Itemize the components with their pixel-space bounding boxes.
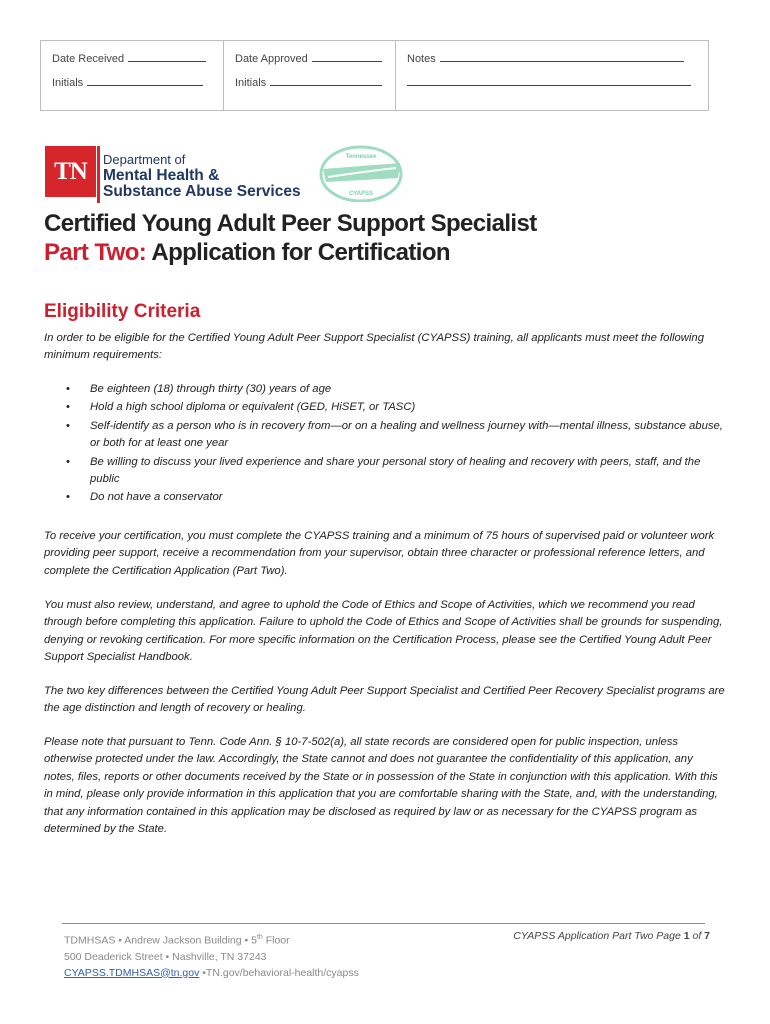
notes-blank[interactable] [440,51,684,62]
date-approved-label: Date Approved [235,53,308,65]
office-col-approved [224,41,396,110]
date-received-blank[interactable] [128,51,206,62]
logo-text-cyapss: CYAPSS [348,191,374,197]
footer-floor-sup: th [256,934,263,941]
subtitle-rest: Application for Certification [146,239,450,266]
eligibility-heading: Eligibility Criteria [44,301,201,322]
footer-address-line-2: 500 Deaderick Street • Nashville, TN 37243 [64,950,267,963]
footer-contact [64,965,359,981]
logo-text-tennessee: Tennessee [345,154,377,160]
initials-blank-2[interactable] [270,75,382,86]
page-number-label: CYAPSS Application Part Two Page [513,930,684,942]
notes-field[interactable] [407,51,698,75]
paragraph-public-records: Please note that pursuant to Tenn. Code Ann. § 10-7-502(a), all state records are considered open for public inspection, unless otherwise protected under the law. Accordingly, the State cannot and does not guarantee the confidentiality of this application, any notes, files, reports or other documents received by the State or in possession of the State in conjunction with this application. With this in mind, please only provide information in this application that you are comfortable sharing with the State, and, with the understanding, that any information contained in this application may be disclosed as required by law or as necessary for the CYAPSS program as determined by the State. [44,736,718,836]
office-col-received [41,41,224,110]
subtitle-accent: Part Two: [44,239,147,266]
list-item: • Be willing to discuss your lived experience and share your personal story of healing and recovery with peers, staff, and the public [62,454,726,489]
paragraph-certification: To receive your certification, you must complete the CYAPSS training and a minimum of 75 hours of supervised paid or volunteer work providing peer support, receive a recommendation from your supervisor, obtain three character or professional reference letters, and complete the Certification Application (Part Two). [44,530,715,577]
page-number [513,930,710,942]
footer-address [64,930,359,981]
notes-field-2[interactable] [407,75,698,99]
initials-blank-1[interactable] [87,75,203,86]
dept-line-3: Substance Abuse Services [103,183,301,200]
eligibility-intro: In order to be eligible for the Certified Young Adult Peer Support Specialist (CYAPSS) training, all applicants must meet the following minimum requirements: [44,332,704,362]
date-approved-field[interactable] [235,51,385,75]
page-number-total: 7 [704,930,710,942]
office-use-box [40,40,709,111]
paragraph-code-of-ethics: You must also review, understand, and agree to uphold the Code of Ethics and Scope of Activities, which we recommend you read through before completing this application. Failure to uphold the Code of Ethics and Scope of Activities shall be grounds for suspending, denying or revoking certification. For more specific information on the Certification Process, please see the Certified Young Adult Peer Support Specialist Handbook. [44,599,723,664]
page-title: Certified Young Adult Peer Support Specialist [44,210,537,237]
list-item: • Be eighteen (18) through thirty (30) years of age [62,381,726,398]
cyapss-tennessee-logo [318,144,404,202]
date-received-field[interactable] [52,51,213,75]
page-number-current: 1 [683,930,690,942]
dept-line-1: Department of [103,152,186,167]
initials-label-2: Initials [235,77,267,89]
tn-logo-text: TN [54,157,87,185]
page-number-of: of [689,930,705,942]
initials-field-2[interactable] [235,75,385,99]
eligibility-list [62,381,726,508]
logo-divider [97,146,100,203]
department-name [103,152,301,200]
footer-divider [62,923,705,924]
dept-line-2: Mental Health & [103,167,220,184]
office-col-notes [396,41,708,110]
footer-address-line-1 [64,930,359,949]
initials-label-1: Initials [52,77,84,89]
list-item: • Do not have a conservator [62,489,726,506]
footer-address-building: TDMHSAS • Andrew Jackson Building • 5 [64,934,257,947]
footer-floor: Floor [262,934,290,947]
page-subtitle [44,239,450,267]
notes-blank-2[interactable] [407,75,691,86]
notes-label: Notes [407,53,436,65]
list-item: • Self-identify as a person who is in recovery from—or on a healing and wellness journey with—mental illness, substance abuse, or both for at least one year [62,418,726,453]
tn-logo-mark [45,146,96,197]
initials-field-1[interactable] [52,75,213,99]
list-item: • Hold a high school diploma or equivalent (GED, HiSET, or TASC) [62,399,726,416]
paragraph-key-differences: The two key differences between the Certified Young Adult Peer Support Specialist and Certified Peer Recovery Specialist programs are the age distinction and length of recovery or healing. [44,685,725,715]
date-approved-blank[interactable] [312,51,382,62]
date-received-label: Date Received [52,53,125,65]
footer-website: •TN.gov/behavioral-health/cyapss [199,966,359,979]
footer-email-link[interactable]: CYAPSS.TDMHSAS@tn.gov [64,966,200,979]
